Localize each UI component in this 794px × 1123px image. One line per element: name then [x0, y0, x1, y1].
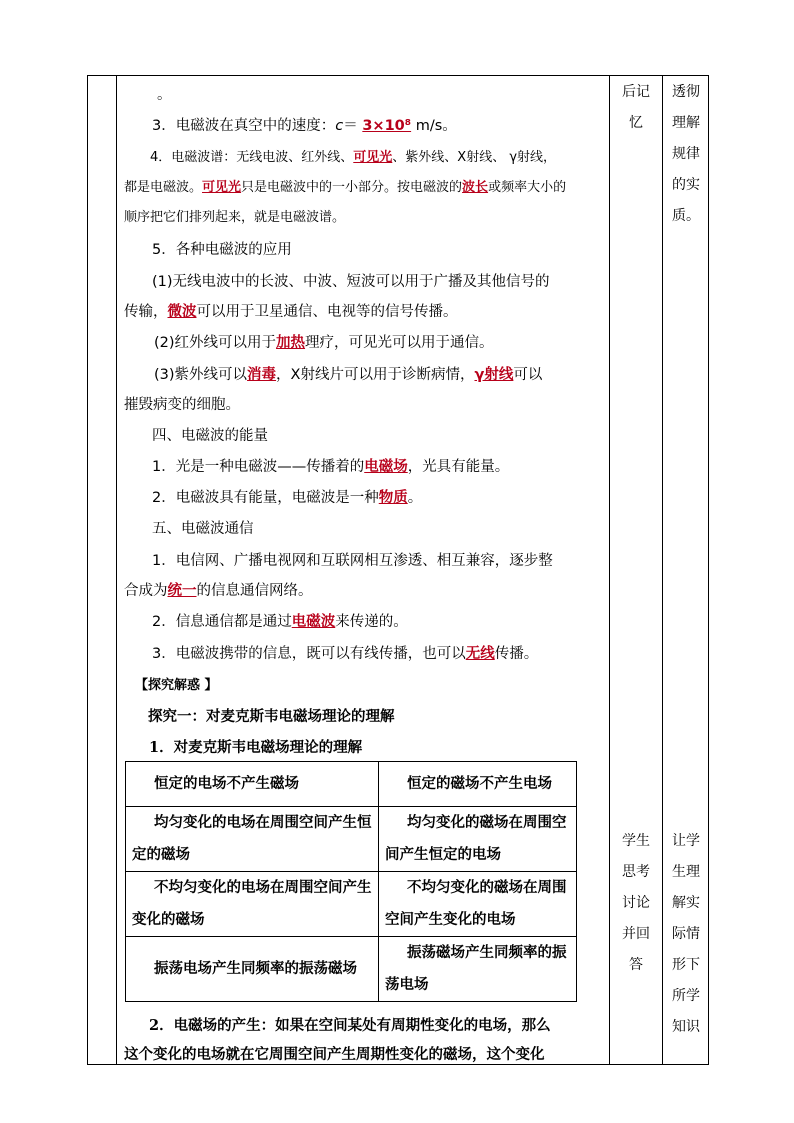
table-cell — [126, 807, 379, 872]
text-span: 3．电磁波在真空中的速度： — [152, 118, 336, 134]
notes-column-top — [610, 77, 662, 139]
notes-text: 并回 — [622, 926, 650, 942]
text-line — [154, 365, 542, 385]
intent-text: 际情 — [672, 926, 700, 942]
main-content-cell — [117, 76, 610, 1064]
table-cell: 恒定的磁场不产生电场 — [379, 762, 577, 807]
answer-blank: γ射线 — [474, 367, 514, 383]
text-span: ＝ — [343, 118, 358, 134]
text-line — [124, 178, 566, 198]
table-row — [126, 872, 577, 937]
text-span: 4．电磁波谱：无线电波、红外线、 — [150, 150, 354, 165]
table-cell — [126, 937, 379, 1002]
table-row — [126, 762, 577, 807]
text-span: (3)紫外线可以 — [154, 367, 248, 383]
text-span: m/s。 — [411, 118, 457, 134]
answer-blank: 可见光 — [202, 180, 242, 195]
intent-text: 理解 — [672, 115, 700, 131]
text-line: 这个变化的电场就在它周围空间产生周期性变化的磁场，这个变化 — [124, 1046, 545, 1063]
table-cell — [379, 872, 577, 937]
text-span: c — [335, 118, 344, 134]
text-span: 都是电磁波。 — [124, 180, 203, 195]
text-line — [152, 488, 422, 508]
text-span: 可以用于卫星通信、电视等的信号传播。 — [196, 304, 458, 320]
text-span: 理疗，可见光可以用于通信。 — [305, 335, 494, 351]
table-cell-text: 均匀变化的电场在周围空间产生恒定的磁场 — [132, 814, 372, 863]
table-cell-text: 不均匀变化的磁场在周围空间产生变化的电场 — [385, 879, 567, 928]
table-cell-text: 均匀变化的磁场在周围空间产生恒定的电场 — [385, 814, 567, 863]
intent-text: 生理 — [672, 864, 700, 880]
text-span: 的信息通信网络。 — [196, 583, 313, 599]
answer-blank: 物质 — [378, 490, 408, 506]
answer-blank: 加热 — [276, 335, 306, 351]
text-line — [152, 457, 509, 477]
text-line: (1)无线电波中的长波、中波、短波可以用于广播及其他信号的 — [152, 274, 550, 290]
intent-text: 透彻 — [672, 84, 700, 100]
answer-blank: 电磁波 — [291, 614, 336, 630]
answer-blank: 无线 — [465, 646, 495, 662]
answer-blank: 波长 — [462, 180, 489, 195]
text-span: 传输， — [124, 304, 168, 320]
text-span: 或频率大小的 — [488, 180, 567, 195]
intent-column-bottom — [663, 826, 709, 1043]
table-cell-text: 不均匀变化的电场在周围空间产生变化的磁场 — [132, 879, 372, 928]
text-span: 2．信息通信都是通过 — [152, 614, 292, 630]
table-cell-text: 振荡电场产生同频率的振荡磁场 — [154, 960, 357, 977]
table-cell — [379, 807, 577, 872]
text-span: ，X射线片可以用于诊断病情， — [276, 367, 475, 383]
table-cell — [126, 872, 379, 937]
text-line — [152, 612, 408, 632]
text-line — [152, 116, 457, 136]
answer-blank: 可见光 — [353, 150, 393, 165]
answer-blank: 3×10⁸ — [362, 118, 412, 134]
text-span: (2)红外线可以用于 — [154, 335, 277, 351]
answer-blank: 消毒 — [247, 367, 277, 383]
text-span: 、紫外线、X射线、 γ射线， — [392, 150, 557, 165]
text-span: 。 — [407, 490, 423, 506]
notes-text: 思考 — [622, 864, 650, 880]
text-line — [154, 333, 494, 353]
subheading: 1．对麦克斯韦电磁场理论的理解 — [149, 739, 363, 756]
answer-blank: 电磁场 — [364, 459, 408, 475]
text-line — [150, 148, 556, 168]
page-frame — [87, 75, 709, 1065]
text-span: 3．电磁波携带的信息，既可以有线传播，也可以 — [152, 646, 466, 662]
inquiry-heading: 探究一：对麦克斯韦电磁场理论的理解 — [148, 708, 395, 725]
section-heading: 四、电磁波的能量 — [152, 428, 268, 444]
notes-text: 忆 — [629, 115, 643, 131]
answer-blank: 统一 — [167, 583, 197, 599]
intent-text: 质。 — [672, 208, 700, 224]
text-line — [152, 644, 538, 664]
intent-text: 规律 — [672, 146, 700, 162]
intent-text: 解实 — [672, 895, 700, 911]
intent-text: 所学 — [672, 988, 700, 1004]
table-cell — [379, 937, 577, 1002]
notes-text: 学生 — [622, 833, 650, 849]
text-span: 来传递的。 — [335, 614, 408, 630]
text-span: 2．电磁波具有能量，电磁波是一种 — [152, 490, 379, 506]
table-cell: 恒定的电场不产生磁场 — [126, 762, 379, 807]
intent-text: 的实 — [672, 177, 700, 193]
table-row — [126, 937, 577, 1002]
text-line: 1．电信网、广播电视网和互联网相互渗透、相互兼容，逐步整 — [152, 553, 553, 569]
text-line — [124, 581, 313, 601]
answer-blank: 微波 — [167, 304, 197, 320]
notes-text: 后记 — [622, 84, 650, 100]
text-span: 1．光是一种电磁波——传播着的 — [152, 459, 365, 475]
text-span: ，光具有能量。 — [407, 459, 510, 475]
text-line: 顺序把它们排列起来，就是电磁波谱。 — [124, 210, 346, 225]
table-row — [126, 807, 577, 872]
section-heading: 五、电磁波通信 — [152, 521, 254, 537]
text-span: 合成为 — [124, 583, 168, 599]
text-span: 可以 — [513, 367, 543, 383]
text-line — [124, 302, 458, 322]
intent-text: 形下 — [672, 957, 700, 973]
intent-text: 让学 — [672, 833, 700, 849]
text-line: 2．电磁场的产生：如果在空间某处有周期性变化的电场，那么 — [149, 1017, 551, 1034]
text-line: 摧毁病变的细胞。 — [124, 397, 240, 413]
text-line: 5．各种电磁波的应用 — [152, 242, 292, 258]
notes-text: 讨论 — [622, 895, 650, 911]
intent-column-top — [663, 77, 709, 232]
text-span: 传播。 — [494, 646, 539, 662]
text-span: 只是电磁波中的一小部分。按电磁波的 — [241, 180, 463, 195]
table-cell-text: 振荡磁场产生同频率的振荡电场 — [385, 944, 567, 993]
intent-text: 知识 — [672, 1019, 700, 1035]
notes-text: 答 — [629, 957, 643, 973]
text-line: 。 — [157, 87, 172, 103]
maxwell-theory-table — [125, 761, 577, 1002]
notes-column-bottom — [610, 826, 662, 981]
section-label: 【探究解惑 】 — [135, 678, 218, 693]
